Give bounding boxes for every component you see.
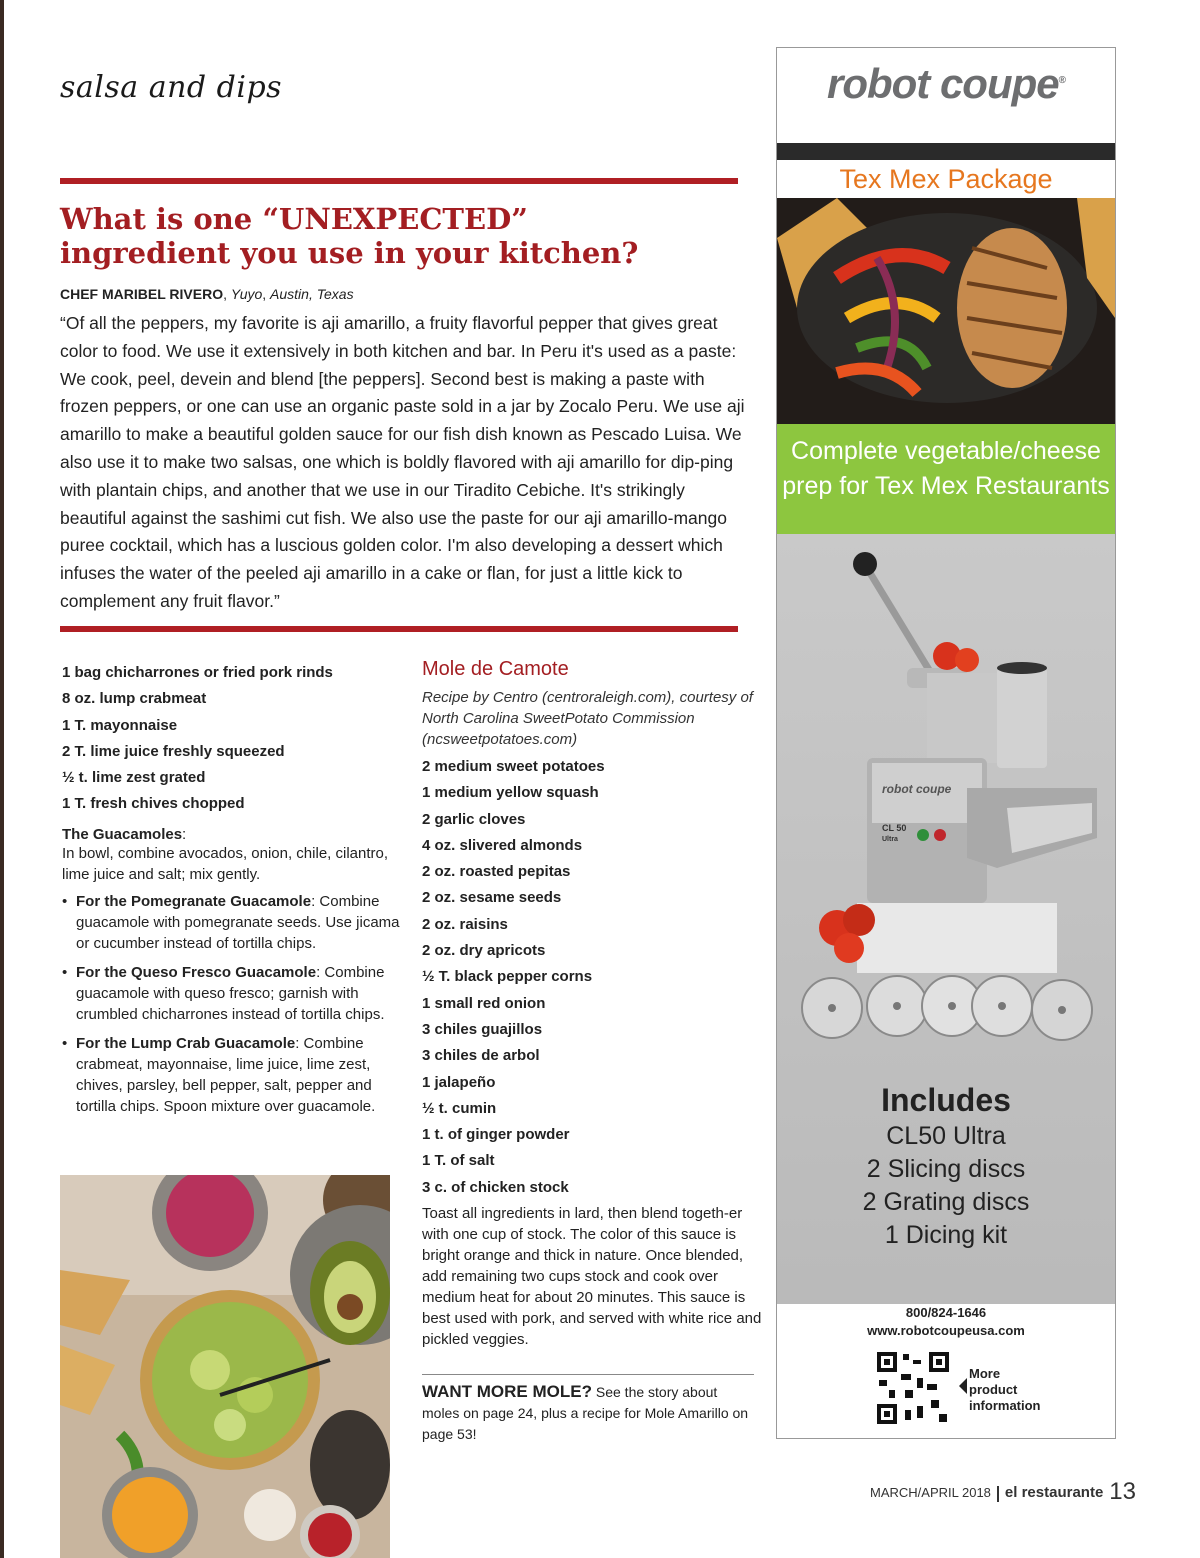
list-item: 3 c. of chicken stock <box>422 1178 569 1196</box>
more-line-1: More <box>969 1366 1001 1381</box>
more-line-3: information <box>969 1398 1041 1413</box>
list-item <box>62 962 402 1025</box>
magazine-name: el restaurante <box>1004 1484 1104 1501</box>
list-item: ½ t. cumin <box>422 1099 497 1117</box>
brand-logo <box>777 60 1115 108</box>
divider-bottom <box>60 626 738 632</box>
list-item: 2 oz. dry apricots <box>422 942 546 960</box>
mole-title: Mole de Camote <box>422 658 569 680</box>
list-item: 2 oz. sesame seeds <box>422 889 562 907</box>
robot-coupe-ad[interactable] <box>776 47 1116 1439</box>
page-number: 13 <box>1109 1478 1136 1505</box>
guacamoles-heading: The Guacamoles: <box>62 825 187 843</box>
phone-number: 800/824-1646 <box>905 1305 987 1320</box>
arrow-left-icon <box>959 1378 967 1394</box>
guacamoles-heading-label: The Guacamoles <box>62 825 183 843</box>
list-item: 1 T. fresh chives chopped <box>62 795 245 813</box>
includes-item: 1 Dicing kit <box>884 1221 1008 1249</box>
restaurant-location: Austin, Texas <box>270 286 354 302</box>
variant-text: : Combine guacamole with queso fresco; garnish with crumbled chicharrones instead of tortilla chips. <box>76 963 385 1023</box>
package-title: Tex Mex Package <box>777 160 1115 198</box>
list-item: 1 bag chicharrones or fried pork rinds <box>62 664 333 681</box>
headline-line-2: ingredient you use in your kitchen? <box>60 236 639 270</box>
ad-tagline <box>777 424 1115 534</box>
list-item: 1 T. mayonnaise <box>62 716 178 734</box>
list-item: 2 garlic cloves <box>422 810 526 828</box>
guacamole-photo-image <box>60 1175 390 1558</box>
machine-model-sub: Ultra <box>882 836 898 843</box>
guacamole-recipe <box>62 660 402 1125</box>
list-item: 3 chiles guajillos <box>422 1020 543 1038</box>
registered-mark: ® <box>1058 75 1066 86</box>
list-item: ½ T. black pepper corns <box>422 968 593 986</box>
issue-date: MARCH/APRIL 2018 <box>870 1485 991 1500</box>
list-item <box>62 1033 402 1117</box>
mole-ingredient-list <box>422 754 762 1201</box>
list-item: 1 t. of ginger powder <box>422 1126 570 1144</box>
includes-list <box>777 1080 1115 1252</box>
want-more-label: WANT MORE MOLE? <box>422 1382 592 1401</box>
want-more-text: See the story about moles on page 24, plus a recipe for Mole Amarillo on page 53! <box>422 1384 749 1442</box>
divider-top <box>60 178 738 184</box>
list-item: 2 medium sweet potatoes <box>422 758 605 775</box>
includes-item: 2 Grating discs <box>862 1188 1030 1216</box>
website-link[interactable]: www.robotcoupeusa.com <box>867 1323 1025 1338</box>
chef-name: CHEF MARIBEL RIVERO <box>60 286 224 302</box>
mole-recipe <box>422 658 762 1350</box>
discs <box>802 976 1092 1040</box>
ingredient-list <box>62 660 402 818</box>
more-line-2: product <box>969 1382 1018 1397</box>
want-more-mole <box>422 1374 754 1445</box>
section-tag: salsa and dips <box>60 70 283 105</box>
list-item: 3 chiles de arbol <box>422 1047 540 1065</box>
page-footer <box>870 1478 1136 1506</box>
variant-title: For the Lump Crab Guacamole <box>76 1034 296 1052</box>
variant-title: For the Pomegranate Guacamole <box>76 892 312 910</box>
includes-item: CL50 Ultra <box>886 1122 1006 1150</box>
byline: CHEF MARIBEL RIVERO, Yuyo, Austin, Texas <box>60 286 354 302</box>
chef-quote: “Of all the peppers, my favorite is aji amarillo, a fruity flavorful pepper that gives great color to food. We use it extensively in both kitchen and bar. In Peru it's used as a paste: We cook, peel, devein and blend [the peppers]. Second best is making a paste with frozen peppers, or one can use an organic paste sold in a jar by Zocalo Peru. We use aji amarillo to make a beautiful golden sauce for our fish dish known as Pescado Luisa. We also use it to make two salsas, one which is boldly flavored with aji amarillo for dip-ping with plantain chips, and another that we use in our Tiradito Cebiche. It's strikingly beautiful against the sashimi cut fish. We also use the paste for our aji amarillo-mango puree cocktail, which has a luscious golden color. I'm also developing a dessert which infuses the water of the peeled aji amarillo in a cake or flan, for just a little kick to complement any fruit flavor.” <box>60 313 745 611</box>
includes-title: Includes <box>881 1082 1011 1118</box>
tagline-line-1: Complete vegetable/cheese <box>791 437 1101 465</box>
fajitas-photo <box>777 198 1115 424</box>
list-item: 8 oz. lump crabmeat <box>62 690 207 708</box>
machine-label: robot coupe <box>882 782 952 796</box>
variant-text: : Combine guacamole with pomegranate seeds. Use jicama or cucumber instead of tortilla chips. <box>76 892 400 952</box>
food-processor-icon <box>797 548 1097 1048</box>
qr-code-icon[interactable] <box>875 1350 951 1426</box>
list-item: 1 small red onion <box>422 994 546 1012</box>
variant-text: : Combine crabmeat, mayonnaise, lime juice, lime zest, chives, parsley, bell pepper, salt, pepper and tortilla chips. Spoon mixture over guacamole. <box>76 1034 376 1115</box>
mole-instructions: Toast all ingredients in lard, then blend togeth-er with one cup of stock. The color of this sauce is bright orange and thick in nature. Once blended, add remaining two cups stock and cook over medium heat for about 20 minutes. This sauce is best used with pork, and served with white rice and pickled veggies. <box>422 1205 762 1349</box>
restaurant-name: Yuyo <box>230 286 263 302</box>
variant-title: For the Queso Fresco Guacamole <box>76 963 317 981</box>
guacamoles-intro: In bowl, combine avocados, onion, chile, cilantro, lime juice and salt; mix gently. <box>62 844 389 883</box>
guacamole-photo <box>60 1175 390 1558</box>
recipe-credit: Recipe by Centro (centroraleigh.com), courtesy of North Carolina SweetPotato Commission (ncsweetpotatoes.com) <box>422 689 753 748</box>
list-item: 1 medium yellow squash <box>422 784 599 802</box>
list-item: 1 jalapeño <box>422 1073 496 1091</box>
list-item: 2 oz. roasted pepitas <box>422 863 571 881</box>
machine-model: CL 50 <box>882 823 907 833</box>
list-item: 4 oz. slivered almonds <box>422 836 583 854</box>
includes-item: 2 Slicing discs <box>866 1155 1026 1183</box>
page-edge <box>0 0 4 1558</box>
list-item <box>62 891 402 954</box>
list-item: 1 T. of salt <box>422 1152 495 1170</box>
list-item: 2 oz. raisins <box>422 915 508 933</box>
fajitas-image <box>777 198 1115 424</box>
more-info-text[interactable] <box>969 1366 1041 1414</box>
list-item: 2 T. lime juice freshly squeezed <box>62 742 285 760</box>
headline <box>60 202 740 270</box>
headline-line-1: What is one “UNEXPECTED” <box>60 202 528 236</box>
footer-separator <box>997 1486 999 1502</box>
brand-name: robot coupe <box>826 60 1059 107</box>
tagline-line-2: prep for Tex Mex Restaurants <box>782 472 1110 500</box>
guacamole-variants <box>62 891 402 1117</box>
list-item: ½ t. lime zest grated <box>62 769 206 787</box>
